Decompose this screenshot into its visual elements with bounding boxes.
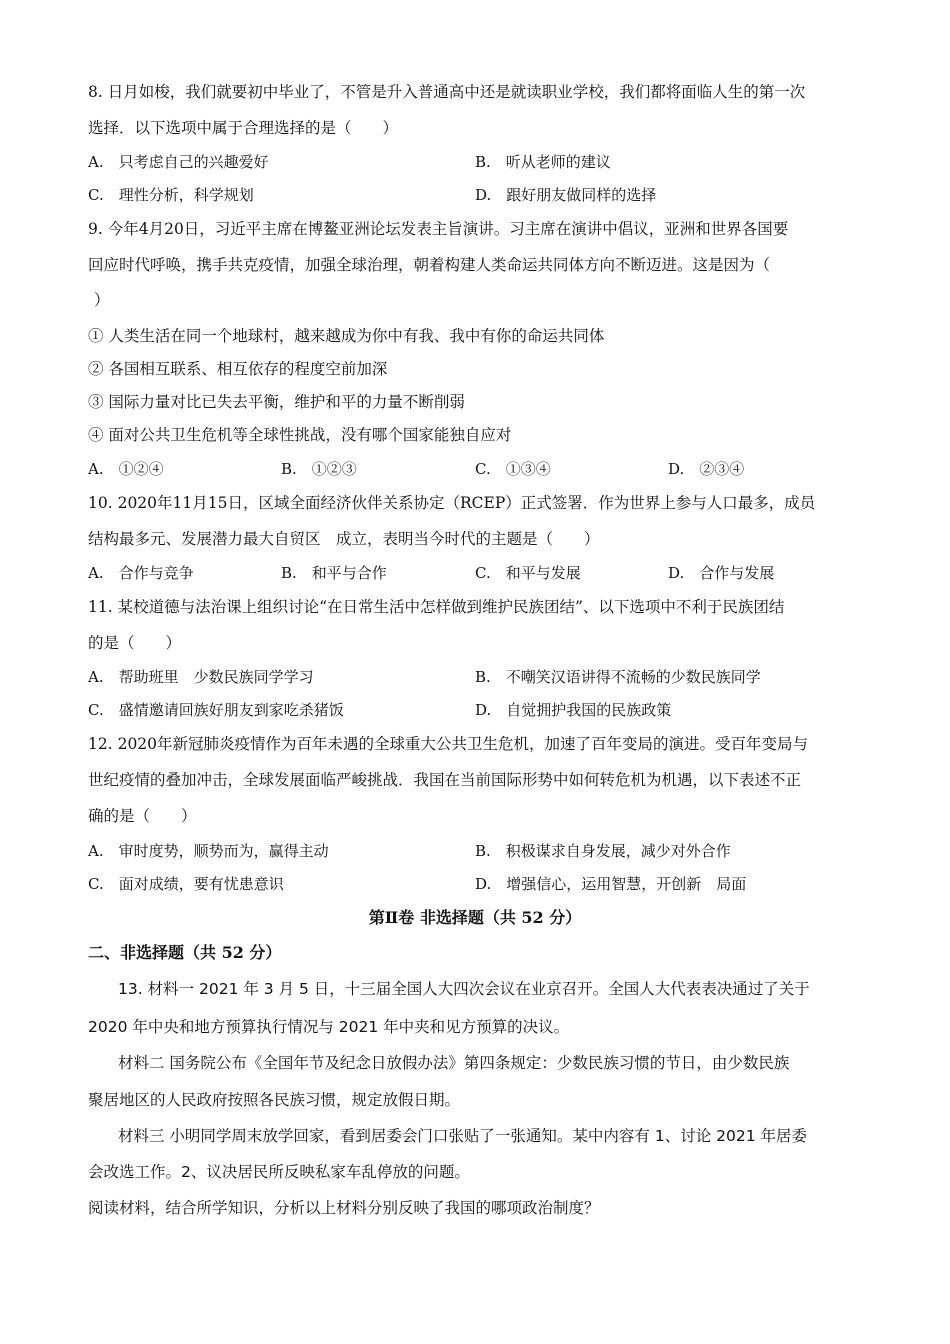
q11-option-b: B. 不嘲笑汉语讲得不流畅的少数民族同学 (475, 668, 761, 686)
q13-question: 阅读材料，结合所学知识，分析以上材料分别反映了我国的哪项政治制度？ (88, 1199, 600, 1217)
q13-material2-line1: 材料二 国务院公布《全国年节及纪念日放假办法》第四条规定：少数民族习惯的节日，由少数民族 (118, 1054, 790, 1072)
q10-option-a: A. 合作与竞争 (88, 564, 194, 582)
part2-title: 第Ⅱ卷 非选择题（共 52 分） (368, 908, 582, 927)
q11-option-d: D. 自觉拥护我国的民族政策 (475, 701, 672, 719)
q9-stem-line1: 9. 今年4月20日，习近平主席在博鳌亚洲论坛发表主旨演讲。习主席在演讲中倡议，亚洲和世界各国要 (88, 220, 789, 238)
q9-stem-line3: ） (94, 291, 110, 309)
q12-option-a: A. 审时度势，顺势而为，赢得主动 (88, 842, 329, 860)
section-heading: 二、非选择题（共 52 分） (88, 943, 282, 962)
q11-stem-line2: 的是（ ） (88, 634, 182, 652)
q8-option-c: C. 理性分析，科学规划 (88, 186, 254, 204)
q10-option-c: C. 和平与发展 (475, 564, 581, 582)
q11-option-a: A. 帮助班里 少数民族同学学习 (88, 668, 314, 686)
q8-stem-line1: 8. 日月如梭，我们就要初中毕业了，不管是升入普通高中还是就读职业学校，我们都将面临人生的第一次 (88, 83, 806, 101)
q8-option-b: B. 听从老师的建议 (475, 153, 611, 171)
q9-statement-2: ② 各国相互联系、相互依存的程度空前加深 (88, 360, 388, 378)
q12-option-d: D. 增强信心，运用智慧，开创新 局面 (475, 875, 747, 893)
q9-option-d: D. ②③④ (668, 460, 745, 478)
q8-option-a: A. 只考虑自己的兴趣爱好 (88, 153, 269, 171)
q8-option-d: D. 跟好朋友做同样的选择 (475, 186, 657, 204)
q12-stem-line3: 确的是（ ） (88, 807, 197, 825)
q9-statement-4: ④ 面对公共卫生危机等全球性挑战，没有哪个国家能独自应对 (88, 426, 512, 444)
q13-material2-line2: 聚居地区的人民政府按照各民族习惯，规定放假日期。 (88, 1091, 461, 1109)
q9-option-b: B. ①②③ (281, 460, 357, 478)
q10-option-d: D. 合作与发展 (668, 564, 775, 582)
q10-stem-line1: 10. 2020年11月15日，区域全面经济伙伴关系协定（RCEP）正式签署．作为世界上参与人口最多，成员 (88, 494, 816, 512)
q8-stem-line2: 选择．以下选项中属于合理选择的是（ ） (88, 119, 399, 137)
q12-option-c: C. 面对成绩，要有忧患意识 (88, 875, 284, 893)
q9-statement-1: ① 人类生活在同一个地球村，越来越成为你中有我、我中有你的命运共同体 (88, 327, 605, 345)
q12-stem-line1: 12. 2020年新冠肺炎疫情作为百年未遇的全球重大公共卫生危机，加速了百年变局的演进。受百年变局与 (88, 735, 809, 753)
q11-stem-line1: 11. 某校道德与法治课上组织讨论“在日常生活中怎样做到维护民族团结”、以下选项中不利于民族团结 (88, 598, 785, 616)
q10-stem-line2: 结构最多元、发展潜力最大自贸区 成立，表明当今时代的主题是（ ） (88, 530, 600, 548)
q9-stem-line2: 回应时代呼唤，携手共克疫情，加强全球治理，朝着构建人类命运共同体方向不断迈进。这是因为（ (88, 256, 771, 274)
q13-material3-line1: 材料三 小明同学周末放学回家，看到居委会门口张贴了一张通知。某中内容有 1、讨论 2021 年居委 (118, 1127, 808, 1145)
q12-option-b: B. 积极谋求自身发展，减少对外合作 (475, 842, 731, 860)
q12-stem-line2: 世纪疫情的叠加冲击，全球发展面临严峻挑战．我国在当前国际形势中如何转危机为机遇，以下表述不正 (88, 771, 802, 789)
q10-option-b: B. 和平与合作 (281, 564, 387, 582)
q13-material3-line2: 会改选工作。2、议决居民所反映私家车乱停放的问题。 (88, 1163, 470, 1181)
q9-statement-3: ③ 国际力量对比已失去平衡，维护和平的力量不断削弱 (88, 393, 465, 411)
q9-option-a: A. ①②④ (88, 460, 164, 478)
q13-material1-line1: 13. 材料一 2021 年 3 月 5 日，十三届全国人大四次会议在业京召开。全国人大代表表决通过了关于 (118, 980, 810, 998)
q9-option-c: C. ①③④ (475, 460, 551, 478)
q13-material1-line2: 2020 年中央和地方预算执行情况与 2021 年中夹和见方预算的决议。 (88, 1018, 570, 1036)
q11-option-c: C. 盛情邀请回族好朋友到家吃杀猪饭 (88, 701, 344, 719)
